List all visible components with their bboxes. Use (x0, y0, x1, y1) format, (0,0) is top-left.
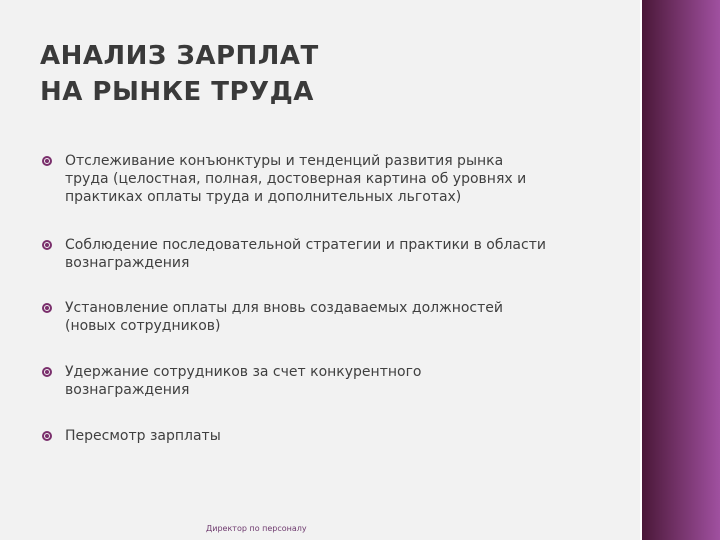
bullet-text-line: труда (целостная, полная, достоверная картина об уровнях и (65, 171, 527, 187)
bullet-text (65, 427, 617, 445)
bullet-text-line: Соблюдение последовательной стратегии и практики в области (65, 237, 546, 253)
bullet-text-line: Отслеживание конъюнктуры и тенденций развития рынка (65, 153, 504, 169)
bullet-text-line: вознаграждения (65, 255, 190, 271)
slide-title-line: НА РЫНКЕ ТРУДА (40, 77, 314, 107)
bullet-circle-icon (42, 367, 52, 377)
bullet-text-line: (новых сотрудников) (65, 318, 221, 334)
bullet-text (65, 299, 617, 335)
bullet-circle-icon (42, 156, 52, 166)
bullet-text-line: Пересмотр зарплаты (65, 428, 221, 444)
bullet-text (65, 363, 617, 399)
bullet-text-line: Установление оплаты для вновь создаваемых должностей (65, 300, 503, 316)
decorative-side-band (640, 0, 720, 540)
bullet-circle-icon (42, 240, 52, 250)
bullet-circle-icon (42, 431, 52, 441)
bullet-text (65, 152, 617, 206)
bullet-text-line: практиках оплаты труда и дополнительных льготах) (65, 189, 462, 205)
bullet-text (65, 236, 617, 272)
footer-caption: Директор по персоналу (206, 524, 307, 533)
slide-title-line: АНАЛИЗ ЗАРПЛАТ (40, 41, 319, 71)
slide-title (40, 38, 620, 110)
bullet-text-line: Удержание сотрудников за счет конкурентного (65, 364, 422, 380)
bullet-text-line: вознаграждения (65, 382, 190, 398)
bullet-circle-icon (42, 303, 52, 313)
